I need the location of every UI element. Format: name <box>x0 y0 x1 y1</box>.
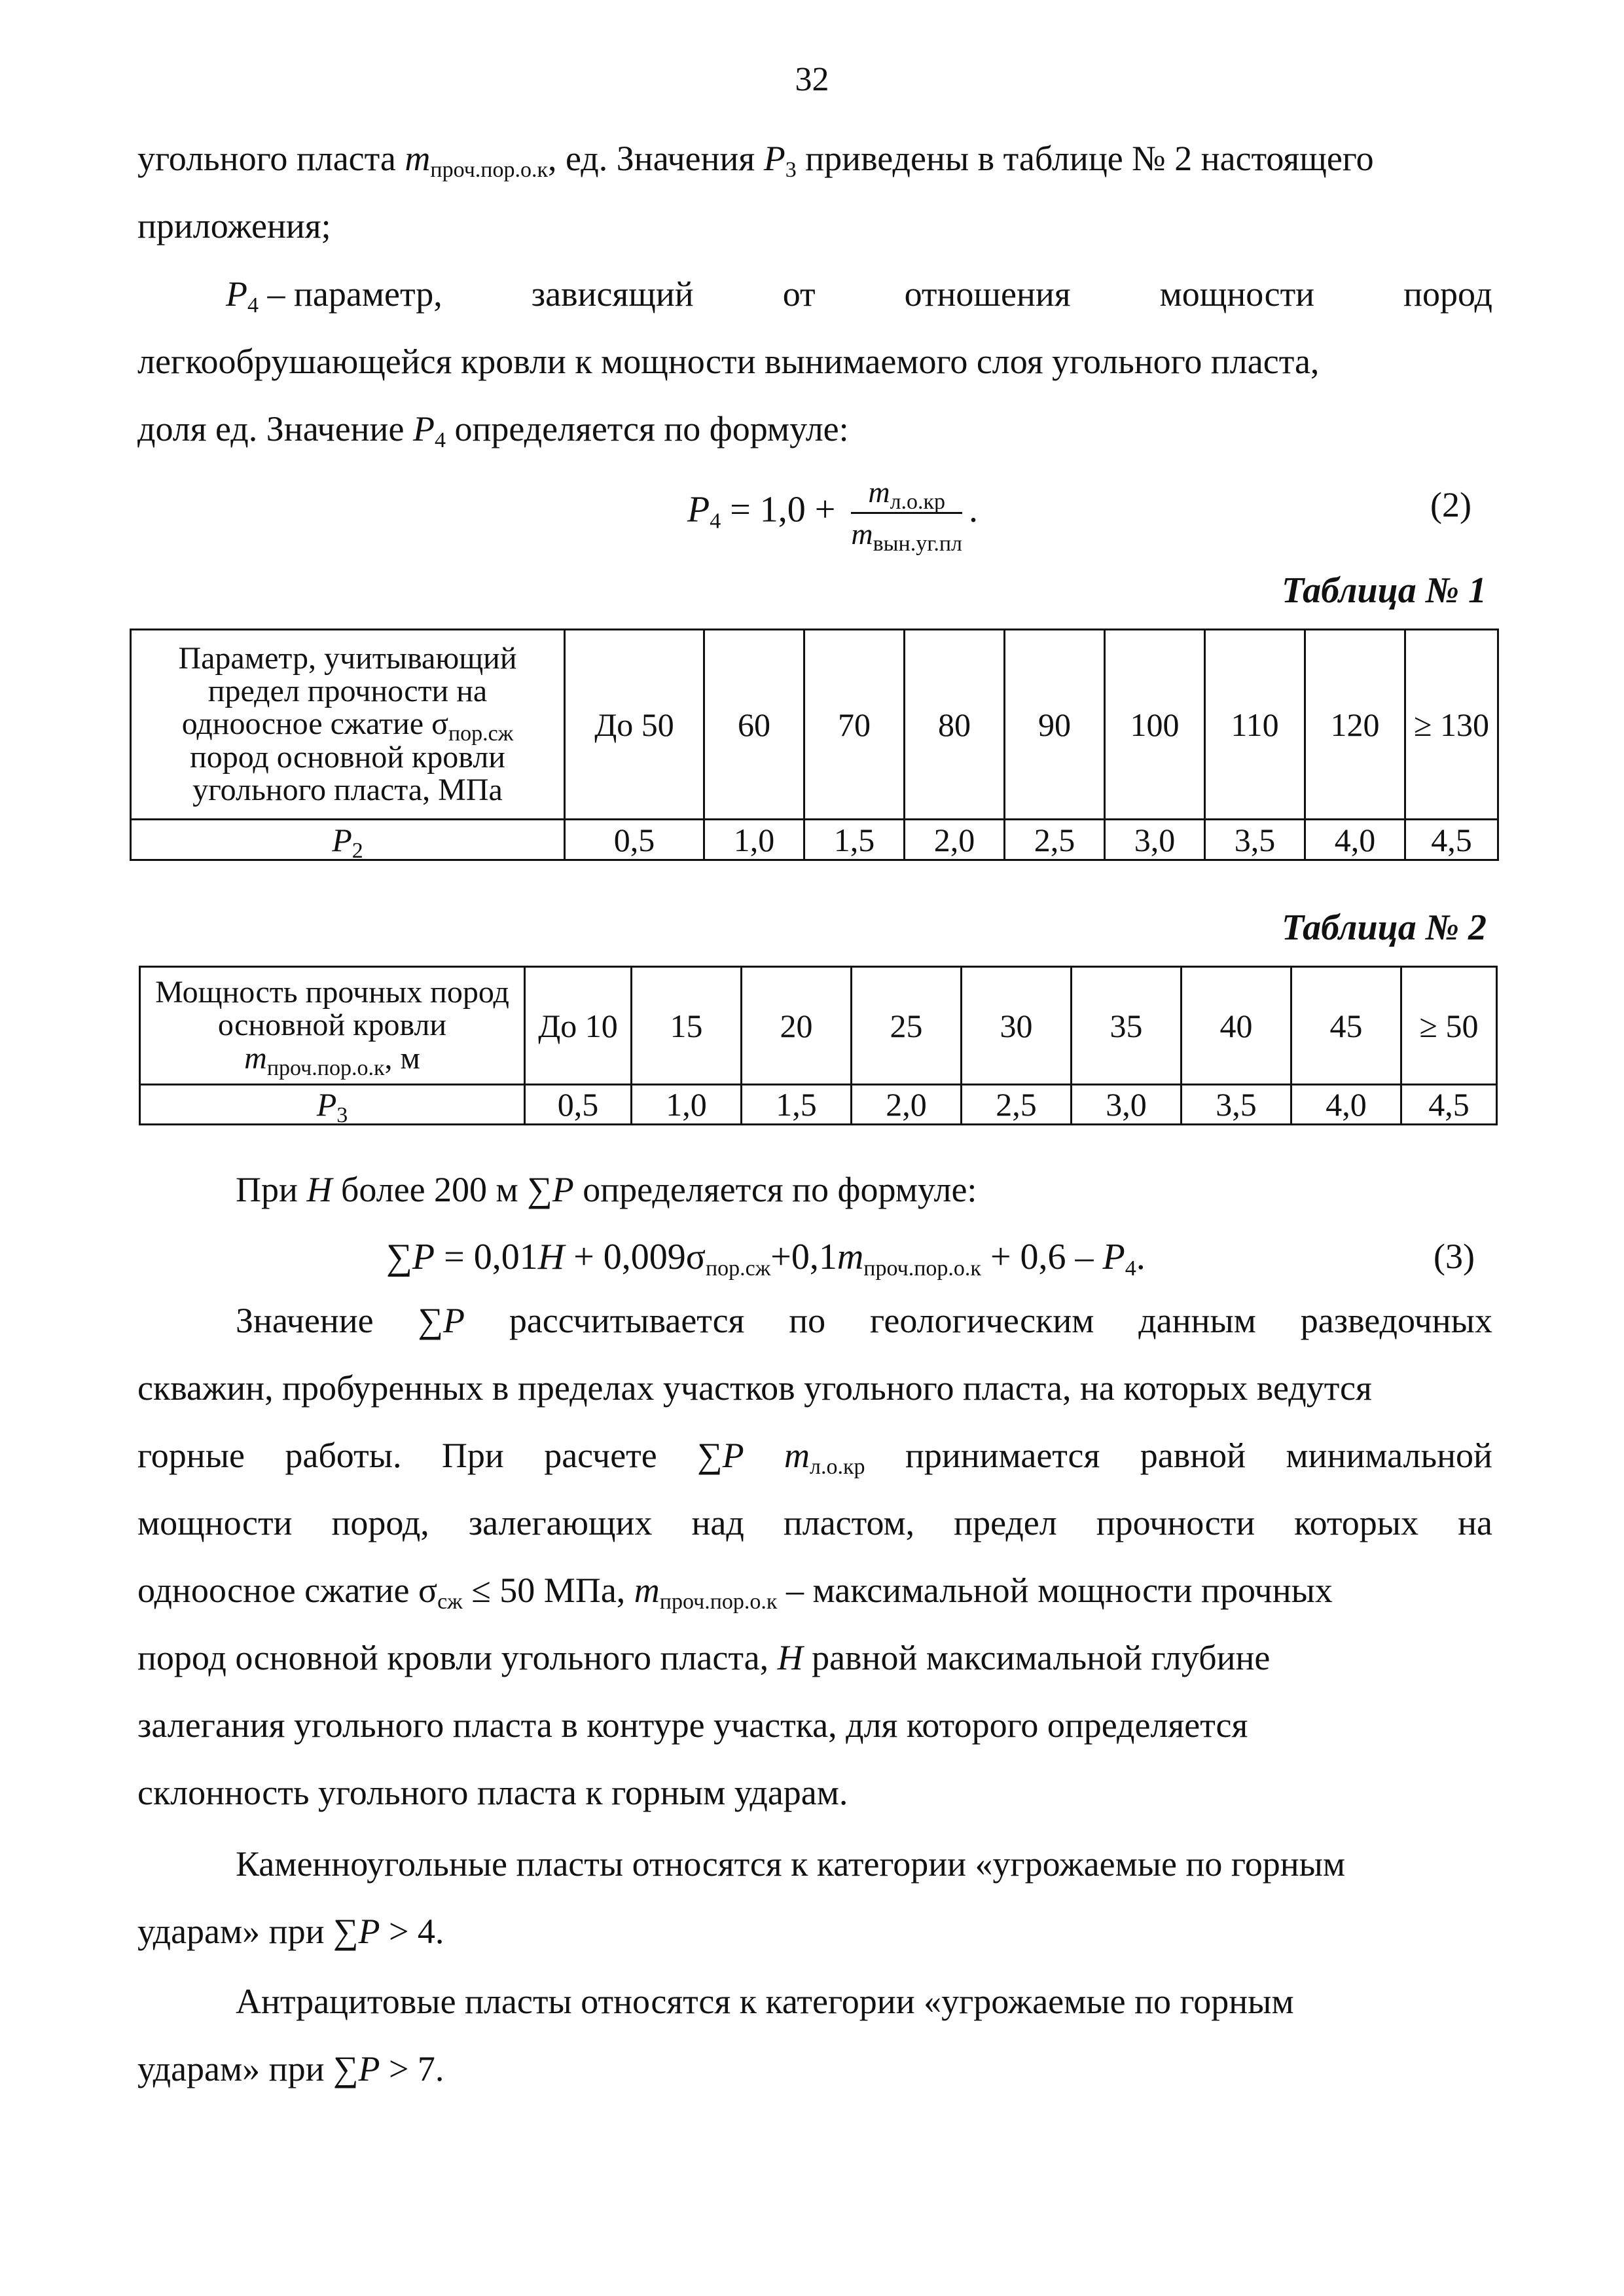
paragraph-line <box>137 139 1492 182</box>
word: отношения <box>904 274 1071 314</box>
table-header-cell: ≥ 130 <box>1405 630 1498 820</box>
table-cell: 4,0 <box>1305 820 1405 860</box>
table-cell: 3,0 <box>1072 1085 1182 1125</box>
word: $P_4$ – параметр, <box>226 274 442 318</box>
table-cell: 2,5 <box>1005 820 1105 860</box>
table-header-cell: 70 <box>804 630 905 820</box>
table-cell: 3,0 <box>1105 820 1205 860</box>
table-cell: 3,5 <box>1205 820 1305 860</box>
table-cell: 0,5 <box>525 1085 632 1125</box>
paragraph-line: пород основной кровли угольного пласта, H равной максимальной глубине <box>137 1638 1271 1677</box>
paragraph-line: одноосное сжатие $\sigma_{сж} \le 50$ МПа, $m_{проч.пор.о.к}$ – максимальной мощности прочных <box>137 1571 1333 1614</box>
table-header-cell: 15 <box>632 967 742 1085</box>
formula-3: $\sum P = 0,01H + 0,009\sigma_{пор.сж}+0,1m_{проч.пор.о.к} + 0,6 - P_4$. <box>386 1237 1146 1281</box>
symbol-m: m <box>405 139 431 178</box>
formula-number: (2) <box>1430 485 1471 524</box>
table-row-label: $P_3$ <box>140 1085 525 1125</box>
formula-2: $P_4 = 1,0$ + $\frac{m_{л.о.кр}}{m_{вын.уг.пл}}$ . <box>687 475 978 556</box>
table-title: Таблица № 1 <box>1281 570 1487 611</box>
fraction: $\frac{m_{л.о.кр}}{m_{вын.уг.пл}}$ <box>851 475 962 556</box>
word: от <box>782 274 816 314</box>
table-cell: 1,5 <box>804 820 905 860</box>
paragraph-line: приложения; <box>137 206 331 246</box>
paragraph-line: ударам» при ∑P > 4. <box>137 1912 444 1951</box>
table-header-cell: 120 <box>1305 630 1405 820</box>
paragraph-line-justified <box>226 274 1492 318</box>
table-header-cell: 80 <box>905 630 1005 820</box>
table-header-cell: 60 <box>704 630 804 820</box>
paragraph-line: При H более 200 м ∑P определяется по формуле: <box>236 1170 977 1209</box>
formula-number: (3) <box>1434 1237 1475 1276</box>
text-segment: , ед. Значения <box>548 139 764 178</box>
text-segment: угольного пласта <box>137 139 405 178</box>
paragraph-line: легкообрушающейся кровли к мощности вынимаемого слоя угольного пласта, <box>137 342 1320 381</box>
table-header-cell: 45 <box>1291 967 1401 1085</box>
table-cell: 2,0 <box>852 1085 962 1125</box>
paragraph-line-justified: мощности пород, залегающих над пластом, предел прочности которых на <box>137 1503 1492 1542</box>
table-cell: 4,5 <box>1401 1085 1497 1125</box>
table-1 <box>130 629 1499 861</box>
table-header-cell: 20 <box>742 967 852 1085</box>
table-cell: 2,5 <box>962 1085 1072 1125</box>
table-header-cell: 25 <box>852 967 962 1085</box>
table-cell: 0,5 <box>565 820 704 860</box>
paragraph-line: Каменноугольные пласты относятся к категории «угрожаемые по горным <box>236 1844 1346 1884</box>
table-header-cell: 35 <box>1072 967 1182 1085</box>
table-header-cell: ≥ 50 <box>1401 967 1497 1085</box>
symbol-p: P <box>763 139 785 178</box>
page-number: 32 <box>795 61 829 98</box>
table-2 <box>139 966 1498 1125</box>
table-header-cell: 110 <box>1205 630 1305 820</box>
word: зависящий <box>531 274 694 314</box>
table-header-label: Параметр, учитывающий предел прочности на одноосное сжатие $\sigma_{пор.сж}$ пород основной кровли угольного пласта, МПа <box>131 630 565 820</box>
table-cell: 3,5 <box>1182 1085 1291 1125</box>
paragraph-line-justified: Значение ∑P рассчитывается по геологическим данным разведочных <box>236 1301 1492 1340</box>
table-cell: 1,0 <box>704 820 804 860</box>
table-header-cell: 90 <box>1005 630 1105 820</box>
word: мощности <box>1159 274 1315 314</box>
table-cell: 1,5 <box>742 1085 852 1125</box>
paragraph-line: скважин, пробуренных в пределах участков угольного пласта, на которых ведутся <box>137 1368 1372 1408</box>
paragraph-line: ударам» при ∑P > 7. <box>137 2049 444 2088</box>
table-cell: 2,0 <box>905 820 1005 860</box>
table-header-label: Мощность прочных пород основной кровли $m_{проч.пор.о.к}$, м <box>140 967 525 1085</box>
table-header-cell: 30 <box>962 967 1072 1085</box>
table-cell: 4,0 <box>1291 1085 1401 1125</box>
table-header-cell: 40 <box>1182 967 1291 1085</box>
paragraph-line: Антрацитовые пласты относятся к категории «угрожаемые по горным <box>236 1982 1294 2021</box>
table-row-label: $P_2$ <box>131 820 565 860</box>
paragraph-line-justified: горные работы. При расчете ∑P $m_{л.о.кр}$ принимается равной минимальной <box>137 1436 1492 1479</box>
paragraph-line: залегания угольного пласта в контуре участка, для которого определяется <box>137 1705 1248 1745</box>
paragraph-line: доля ед. Значение $P_4$ определяется по формуле: <box>137 409 849 452</box>
table-title: Таблица № 2 <box>1281 907 1487 948</box>
table-cell: 4,5 <box>1405 820 1498 860</box>
word: пород <box>1403 274 1492 314</box>
paragraph-line: склонность угольного пласта к горным ударам. <box>137 1773 848 1812</box>
text-segment: приведены в таблице № 2 настоящего <box>796 139 1374 178</box>
table-header-cell: 100 <box>1105 630 1205 820</box>
subscript: 3 <box>785 158 797 182</box>
table-header-cell: До 50 <box>565 630 704 820</box>
subscript: проч.пор.о.к <box>430 158 549 182</box>
table-header-cell: До 10 <box>525 967 632 1085</box>
table-cell: 1,0 <box>632 1085 742 1125</box>
